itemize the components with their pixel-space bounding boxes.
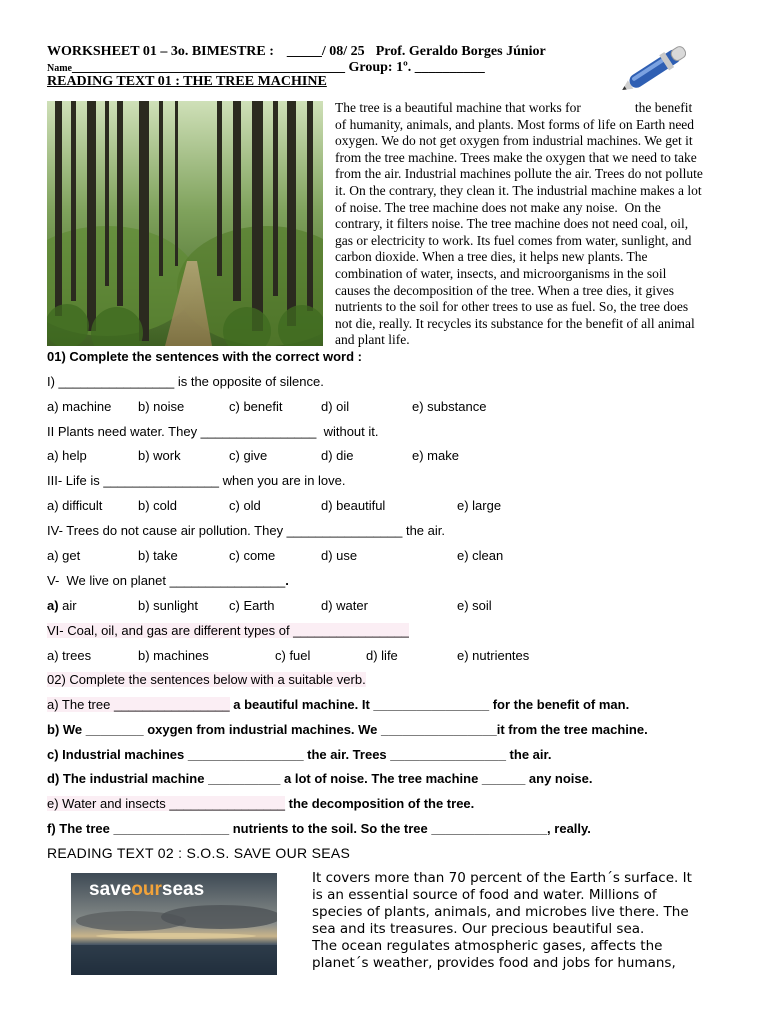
text-line: and plant life. [335, 332, 410, 348]
save-our-seas-photo [71, 873, 277, 975]
professor-name: Prof. Geraldo Borges Júnior [375, 44, 546, 59]
exercise-2-item-c: c) Industrial machines ________________ the air. Trees ________________ the air. [47, 747, 552, 762]
question-1: I) ________________ is the opposite of silence. [47, 374, 324, 389]
option: c) old [229, 498, 261, 513]
worksheet-title: WORKSHEET 01 – 3o. BIMESTRE : [47, 44, 274, 59]
option: b) noise [138, 399, 185, 414]
text-line: sea and its treasures. Our precious beautiful sea. [312, 921, 645, 937]
option: b) machines [138, 648, 209, 663]
item-e-end: the decomposition of the tree. [285, 796, 475, 811]
option: a) get [47, 548, 81, 563]
date-field: _____/ 08/ 25 [286, 44, 365, 59]
option: d) life [366, 648, 398, 663]
reading-text-1-title: READING TEXT 01 : THE TREE MACHINE [47, 74, 327, 89]
option: a) difficult [47, 498, 103, 513]
exercise-2-title: 02) Complete the sentences below with a suitable verb. [47, 672, 366, 687]
option: e) clean [457, 548, 504, 563]
question-3: III- Life is ________________ when you are in love. [47, 473, 346, 488]
option: b) cold [138, 498, 178, 513]
exercise-2-item-e [47, 796, 474, 811]
question-5-period: . [285, 573, 289, 588]
pen-icon [620, 40, 696, 96]
group-field: Group: 1º. __________ [348, 60, 485, 75]
text-line: from the air. Industrial machines pollute the air. Trees do not pollute [335, 166, 703, 182]
exercise-1-title: 01) Complete the sentences with the correct word : [47, 349, 362, 364]
option: e) nutrientes [457, 648, 530, 663]
question-4: IV- Trees do not cause air pollution. They ________________ the air. [47, 523, 445, 538]
option: d) use [321, 548, 358, 563]
exercise-2-item-a [47, 697, 629, 712]
text-line: it. On the contrary, they clean it. The industrial machine makes a lot [335, 182, 702, 198]
text-line: not die, really. It recycles its substance for the benefit of all animal [335, 315, 695, 331]
text-line: of humanity, animals, and plants. Most forms of life on Earth need [335, 116, 695, 132]
exercise-2-item-b: b) We ________ oxygen from industrial machines. We ________________it from the tree machine. [47, 722, 648, 737]
item-a-start: a) The tree ________________ [47, 697, 230, 712]
text-line: species of plants, animals, and microbes live there. The [312, 904, 689, 920]
exercise-2-item-d: d) The industrial machine __________ a lot of noise. The tree machine ______ any noise. [47, 771, 593, 786]
text-line: oxygen. We do not get oxygen from industrial machines. We get it [335, 133, 693, 149]
option: b) work [138, 448, 181, 463]
item-a-end: a beautiful machine. It ________________ for the benefit of man. [229, 697, 630, 712]
option-text: air [58, 598, 77, 613]
option: a) trees [47, 648, 92, 663]
text-line: The tree is a beautiful machine that works for the benefit [335, 100, 693, 115]
option: b) sunlight [138, 598, 198, 613]
worksheet-header [47, 44, 546, 60]
option [47, 598, 77, 613]
text-line: is an essential source of food and water. Millions of [312, 887, 657, 903]
option: c) give [229, 448, 268, 463]
option: c) benefit [229, 399, 283, 414]
question-5 [47, 573, 289, 588]
option: b) take [138, 548, 178, 563]
image-logo-text: saveourseas [89, 879, 205, 900]
text-line: The ocean regulates atmospheric gases, affects the [312, 938, 663, 954]
reading-text-1-body [335, 100, 727, 349]
name-blank: _______________________________________ [72, 60, 345, 75]
option: d) water [321, 598, 368, 613]
text-line: It covers more than 70 percent of the Earth´s surface. It [312, 870, 692, 886]
reading-text-2-body [312, 870, 722, 972]
text-line: causes the decomposition of the tree. When a tree dies, it gives [335, 282, 675, 298]
name-label: Name [47, 63, 72, 74]
question-6: VI- Coal, oil, and gas are different types of ________________ [47, 623, 409, 638]
option: d) beautiful [321, 498, 386, 513]
reading-text-2-title: READING TEXT 02 : S.O.S. SAVE OUR SEAS [47, 845, 351, 861]
option: c) come [229, 548, 276, 563]
text-line: planet´s weather, provides food and jobs for humans, [312, 955, 676, 971]
option: e) make [412, 448, 459, 463]
exercise-2-item-f: f) The tree ________________ nutrients to the soil. So the tree ________________, really. [47, 821, 591, 836]
option: a) help [47, 448, 87, 463]
option: e) substance [412, 399, 487, 414]
text-line: gas or electricity to work. Its fuel comes from water, sunlight, and [335, 232, 692, 248]
question-2: II Plants need water. They ________________ without it. [47, 424, 379, 439]
option: c) Earth [229, 598, 275, 613]
text-line: carbon dioxide. When a tree dies, it helps new plants. The [335, 249, 648, 265]
option: e) soil [457, 598, 492, 613]
option: c) fuel [275, 648, 311, 663]
item-e-start: e) Water and insects ________________ [47, 796, 286, 811]
text-line: contrary, it filters noise. The tree machine does not need coal, oil, [335, 216, 689, 232]
text-line: from the tree machine. Trees make the oxygen that we need to take [335, 149, 697, 165]
text-line: combination of water, insects, and microorganisms in the soil [335, 265, 667, 281]
option: a) machine [47, 399, 112, 414]
option: e) large [457, 498, 502, 513]
text-line: of noise. The tree machine does not make any noise. On the [335, 199, 661, 215]
question-5-text: V- We live on planet ________________ [47, 573, 286, 588]
forest-photo [47, 101, 323, 346]
text-line: nutrients to the soil for other trees to use as fuel. So, the tree does [335, 299, 689, 315]
option: d) oil [321, 399, 350, 414]
option: d) die [321, 448, 354, 463]
option-letter: a) [47, 598, 59, 613]
